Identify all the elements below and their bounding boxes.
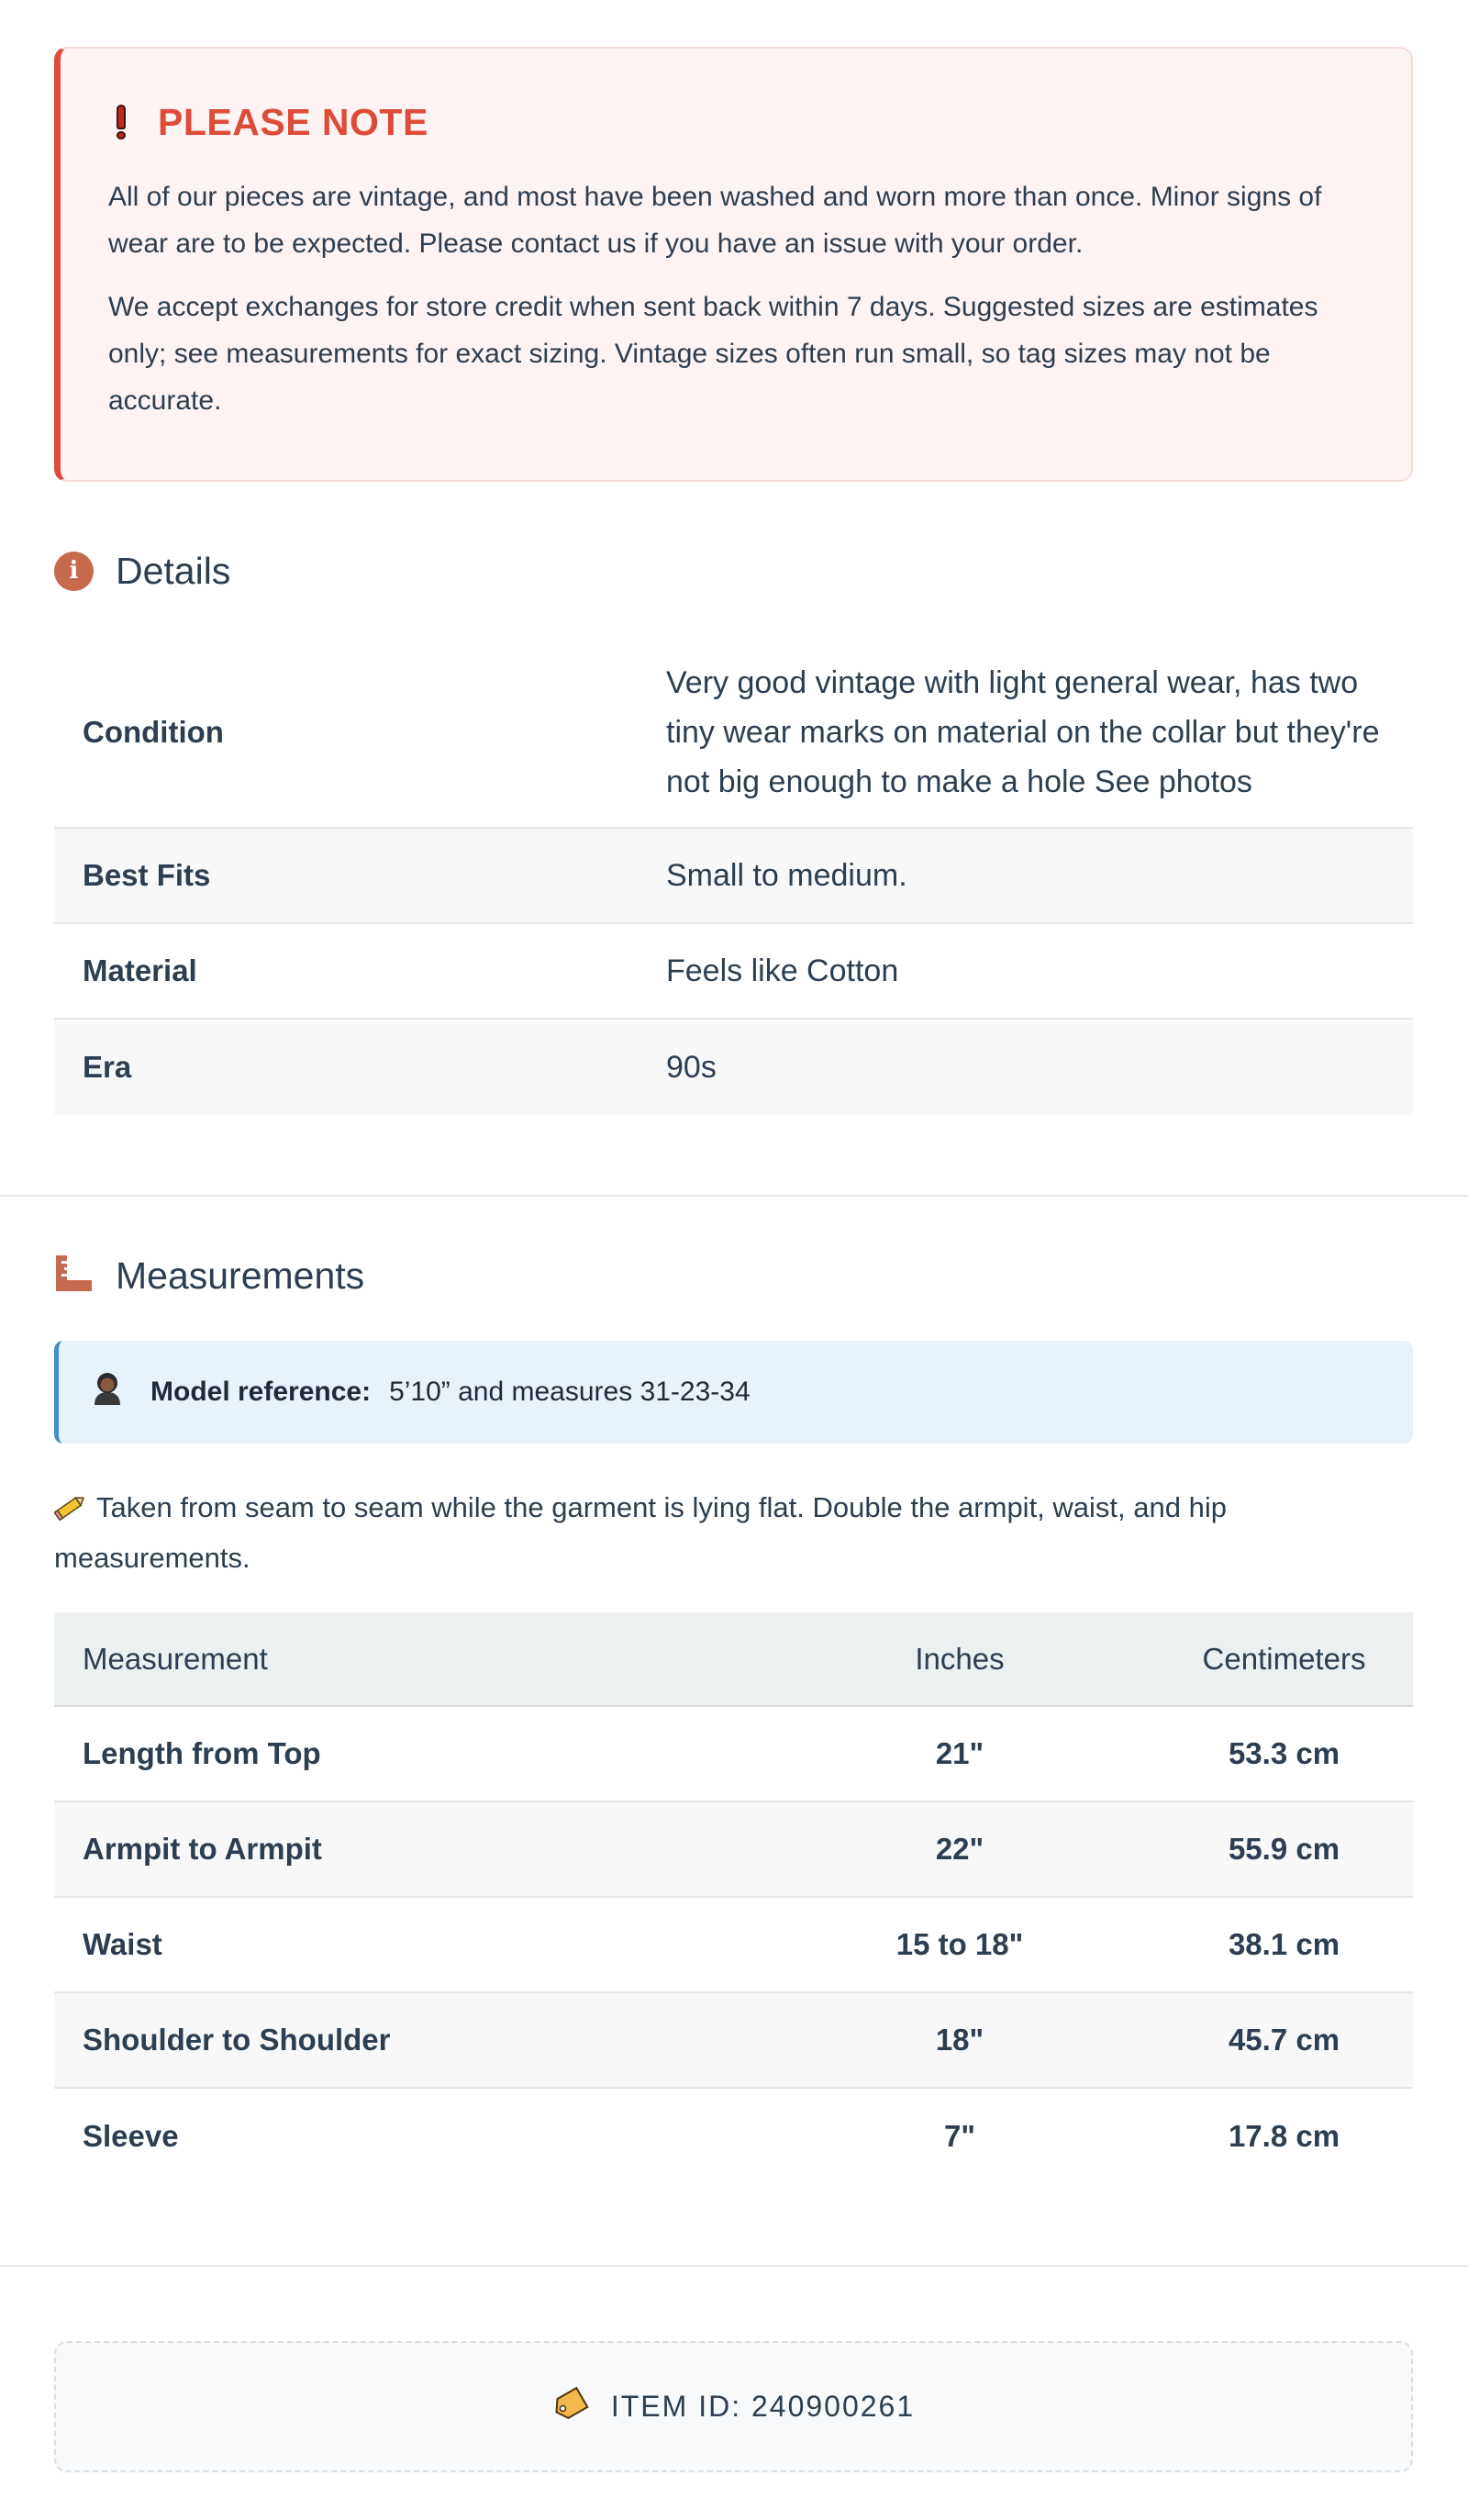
item-id-label: ITEM ID: 240900261 xyxy=(610,2390,916,2423)
notice-title: PLEASE NOTE xyxy=(158,100,428,143)
details-row-condition xyxy=(54,638,1413,829)
info-icon: i xyxy=(54,552,94,591)
pencil-icon xyxy=(54,1488,87,1534)
details-label: Condition xyxy=(83,715,224,749)
table-row xyxy=(54,1993,1413,2089)
measurement-inches: 22" xyxy=(935,1832,984,1866)
measurement-name: Shoulder to Shoulder xyxy=(83,2023,391,2057)
measurement-instructions xyxy=(54,1484,1375,1581)
notice-header xyxy=(108,100,1365,143)
table-row xyxy=(54,1802,1413,1898)
details-value: Feels like Cotton xyxy=(666,953,899,988)
details-table xyxy=(54,638,1413,1115)
model-reference-value: 5’10” and measures 31-23-34 xyxy=(389,1377,751,1407)
measurement-inches: 15 to 18" xyxy=(895,1927,1024,1961)
details-value: Small to medium. xyxy=(666,858,907,893)
details-title: Details xyxy=(116,550,231,592)
table-row xyxy=(54,2089,1413,2184)
column-header-centimeters: Centimeters xyxy=(1202,1641,1366,1676)
measurement-inches: 21" xyxy=(935,1736,984,1770)
model-reference-banner xyxy=(54,1341,1413,1444)
notice-paragraph: We accept exchanges for store credit when sent back within 7 days. Suggested sizes are estimates only; see measurements for exact sizing. Vintage sizes often run small, so tag sizes may not be accurate. xyxy=(108,292,1318,416)
details-row-material xyxy=(54,924,1413,1020)
section-divider xyxy=(0,1195,1468,1197)
details-value: 90s xyxy=(666,1050,717,1085)
ruler-icon xyxy=(54,1254,94,1298)
item-id-box xyxy=(54,2341,1413,2472)
notice-paragraph: All of our pieces are vintage, and most have been washed and worn more than once. Minor signs of wear are to be expected. Please contact us if you have an issue with your order. xyxy=(108,182,1322,259)
details-row-best-fits xyxy=(54,829,1413,924)
tag-icon xyxy=(552,2385,591,2429)
details-label: Era xyxy=(83,1050,132,1084)
measurement-cm: 17.8 cm xyxy=(1228,2119,1340,2153)
table-row xyxy=(54,1707,1413,1802)
measurement-name: Length from Top xyxy=(83,1736,321,1770)
measurement-cm: 45.7 cm xyxy=(1228,2023,1340,2057)
notice-box xyxy=(54,47,1413,482)
measurement-cm: 55.9 cm xyxy=(1228,1832,1340,1866)
details-label: Best Fits xyxy=(83,858,211,892)
instructions-text: Taken from seam to seam while the garment is lying flat. Double the armpit, waist, and hip measurements. xyxy=(54,1491,1227,1574)
details-header xyxy=(54,550,230,593)
details-label: Material xyxy=(83,953,197,987)
measurement-name: Waist xyxy=(83,1927,162,1961)
column-header-inches: Inches xyxy=(915,1641,1005,1676)
details-row-era xyxy=(54,1020,1413,1115)
details-value: Very good vintage with light general wear, has two tiny wear marks on material on the collar but they're not big enough to make a hole See photos xyxy=(666,665,1380,799)
table-row xyxy=(54,1898,1413,1993)
section-divider xyxy=(0,2265,1468,2267)
measurement-cm: 38.1 cm xyxy=(1228,1927,1340,1961)
measurements-table xyxy=(54,1612,1413,2184)
table-header-row xyxy=(54,1612,1413,1707)
measurement-name: Sleeve xyxy=(83,2119,179,2153)
measurements-title: Measurements xyxy=(116,1254,365,1297)
measurement-name: Armpit to Armpit xyxy=(83,1832,322,1866)
exclamation-icon xyxy=(114,105,128,139)
measurement-inches: 7" xyxy=(944,2119,975,2153)
model-reference-label: Model reference: xyxy=(150,1377,372,1407)
measurement-inches: 18" xyxy=(935,2023,984,2057)
measurements-header xyxy=(54,1254,364,1298)
person-icon xyxy=(92,1372,123,1412)
measurement-cm: 53.3 cm xyxy=(1228,1736,1340,1770)
column-header-measurement: Measurement xyxy=(83,1641,268,1676)
